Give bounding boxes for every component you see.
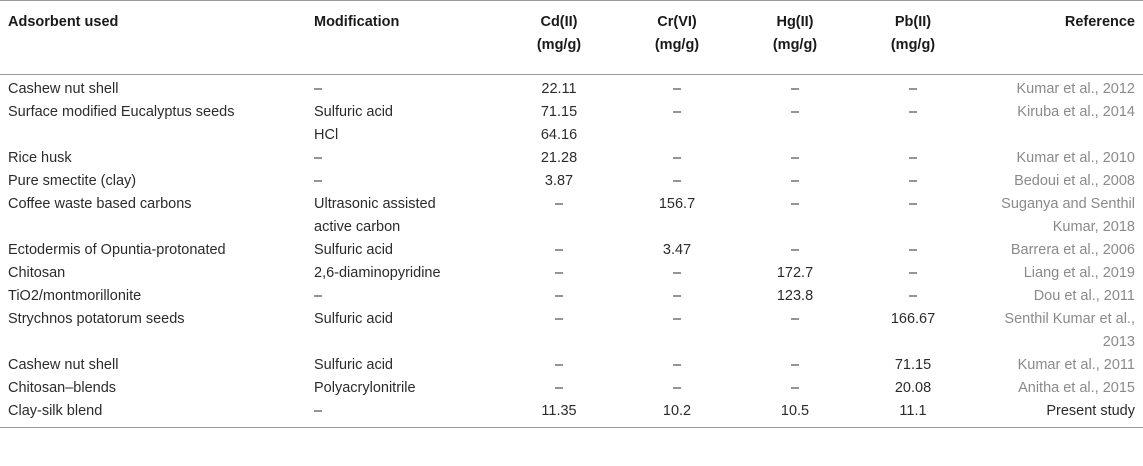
cell-adsorbent: Surface modified Eucalyptus seeds [8, 104, 235, 120]
cell-adsorbent: Cashew nut shell [8, 357, 119, 373]
cell-modification [310, 262, 500, 285]
cell-modification-line: – [314, 403, 323, 419]
header-hg-label: Hg(II) [776, 14, 814, 30]
cell-pb: – [908, 150, 918, 166]
cell-hg: – [790, 104, 800, 120]
cell-modification-line: Ultrasonic assisted [314, 196, 436, 212]
cell-modification-line: Sulfuric acid [314, 357, 393, 373]
cell-pb: – [908, 265, 918, 281]
cell-modification [310, 170, 500, 193]
header-cd-label: Cd(II) [540, 14, 578, 30]
cell-modification-line: – [314, 173, 323, 189]
cell-reference-line: Suganya and Senthil [1001, 196, 1135, 212]
cell-cr: – [672, 104, 682, 120]
table-row [0, 354, 1143, 377]
cell-reference [972, 101, 1143, 147]
cell-adsorbent: Chitosan [8, 265, 66, 281]
cell-modification-line: Sulfuric acid [314, 242, 393, 258]
cell-modification-line: active carbon [314, 219, 401, 235]
cell-cd-line: – [554, 265, 564, 281]
cell-adsorbent: Rice husk [8, 150, 72, 166]
cell-reference-line: Bedoui et al., 2008 [1014, 173, 1135, 189]
cell-cd [500, 75, 618, 102]
cell-reference [972, 147, 1143, 170]
table-body [0, 75, 1143, 428]
cell-cd-line: 22.11 [541, 81, 577, 97]
cell-hg: – [790, 173, 800, 189]
table-row [0, 285, 1143, 308]
cell-reference-line: Liang et al., 2019 [1023, 265, 1135, 281]
cell-modification-line: – [314, 150, 323, 166]
cell-cr: – [672, 288, 682, 304]
cell-cd-line: – [554, 196, 564, 212]
cell-adsorbent: TiO2/montmorillonite [8, 288, 142, 304]
cell-cd [500, 308, 618, 354]
table-row [0, 147, 1143, 170]
cell-modification-line: – [314, 81, 323, 97]
cell-hg: – [790, 357, 800, 373]
cell-modification-line: Polyacrylonitrile [314, 380, 416, 396]
cell-modification [310, 239, 500, 262]
cell-pb: 11.1 [854, 400, 972, 428]
cell-adsorbent: Strychnos potatorum seeds [8, 311, 185, 327]
cell-reference [972, 239, 1143, 262]
header-modification: Modification [310, 1, 500, 75]
cell-modification [310, 354, 500, 377]
cell-reference [972, 354, 1143, 377]
cell-cd-line: 21.28 [540, 150, 578, 166]
cell-adsorbent: Ectodermis of Opuntia-protonated [8, 242, 226, 258]
cell-modification-line: Sulfuric acid [314, 104, 393, 120]
table-row [0, 170, 1143, 193]
cell-cd [500, 101, 618, 147]
cell-hg: – [790, 150, 800, 166]
cell-reference [972, 285, 1143, 308]
cell-cd [500, 400, 618, 428]
cell-cr: – [672, 265, 682, 281]
header-reference: Reference [972, 1, 1143, 75]
cell-cd [500, 147, 618, 170]
header-cr [618, 1, 736, 75]
cell-pb: – [908, 173, 918, 189]
cell-cr: 10.2 [618, 400, 736, 428]
cell-cd-line: 64.16 [540, 127, 578, 143]
cell-reference [972, 400, 1143, 428]
cell-pb: 166.67 [890, 311, 936, 327]
table-row [0, 239, 1143, 262]
cell-adsorbent: Coffee waste based carbons [8, 196, 192, 212]
cell-pb: – [908, 196, 918, 212]
cell-hg: – [790, 196, 800, 212]
cell-cr: – [672, 173, 682, 189]
cell-hg: – [790, 81, 800, 97]
cell-reference-line: Kiruba et al., 2014 [1017, 104, 1135, 120]
table-row [0, 262, 1143, 285]
cell-cr: – [672, 150, 682, 166]
header-pb-label: Pb(II) [894, 14, 932, 30]
cell-modification [310, 147, 500, 170]
cell-modification-line: Sulfuric acid [314, 311, 393, 327]
table-row [0, 377, 1143, 400]
header-hg-unit: (mg/g) [772, 37, 818, 53]
table-row [0, 75, 1143, 102]
cell-hg: 10.5 [736, 400, 854, 428]
cell-cd [500, 262, 618, 285]
cell-cr: – [672, 380, 682, 396]
cell-reference-line: 2013 [1102, 334, 1135, 350]
cell-cd-line: – [554, 311, 564, 327]
header-cr-unit: (mg/g) [654, 37, 700, 53]
cell-modification [310, 308, 500, 354]
cell-cr: 156.7 [658, 196, 696, 212]
cell-pb: – [908, 242, 918, 258]
cell-reference [972, 262, 1143, 285]
cell-reference-line: Kumar, 2018 [1052, 219, 1135, 235]
header-cd-unit: (mg/g) [536, 37, 582, 53]
cell-modification [310, 400, 500, 428]
table-header [0, 1, 1143, 75]
cell-reference-line: Kumar et al., 2010 [1016, 150, 1135, 166]
cell-pb: – [908, 104, 918, 120]
cell-modification [310, 101, 500, 147]
cell-cd-line: 71.15 [540, 104, 578, 120]
cell-hg: – [790, 311, 800, 327]
cell-reference-line: Barrera et al., 2006 [1010, 242, 1135, 258]
cell-hg: – [790, 380, 800, 396]
cell-reference-line: Present study [1046, 403, 1135, 419]
table-row [0, 101, 1143, 147]
cell-cd-line: – [554, 357, 564, 373]
header-pb [854, 1, 972, 75]
cell-cd [500, 377, 618, 400]
table-row [0, 308, 1143, 354]
cell-reference [972, 75, 1143, 102]
cell-reference-line: Anitha et al., 2015 [1018, 380, 1135, 396]
cell-pb: 71.15 [894, 357, 932, 373]
cell-cr: – [672, 357, 682, 373]
cell-cd [500, 193, 618, 239]
cell-reference [972, 308, 1143, 354]
table-row [0, 193, 1143, 239]
cell-reference-line: Dou et al., 2011 [1033, 288, 1135, 304]
cell-reference [972, 170, 1143, 193]
header-adsorbent: Adsorbent used [0, 1, 310, 75]
header-cd [500, 1, 618, 75]
cell-hg: – [790, 242, 800, 258]
cell-modification [310, 75, 500, 102]
cell-pb: 20.08 [894, 380, 932, 396]
cell-modification-line: – [314, 288, 323, 304]
cell-cr: 3.47 [662, 242, 692, 258]
cell-modification [310, 285, 500, 308]
cell-cd [500, 239, 618, 262]
cell-reference-line: Senthil Kumar et al., [1004, 311, 1135, 327]
cell-modification [310, 377, 500, 400]
cell-cr: – [672, 81, 682, 97]
cell-cd-line: 11.35 [541, 403, 577, 419]
table-row [0, 400, 1143, 428]
cell-hg: 172.7 [776, 265, 814, 281]
cell-cd-line: – [554, 380, 564, 396]
cell-reference [972, 193, 1143, 239]
cell-modification-line: 2,6-diaminopyridine [314, 265, 441, 281]
cell-cd [500, 354, 618, 377]
cell-modification-line: HCl [314, 127, 339, 143]
cell-reference [972, 377, 1143, 400]
cell-adsorbent: Cashew nut shell [8, 81, 119, 97]
header-hg [736, 1, 854, 75]
cell-cd-line: – [554, 288, 564, 304]
header-cr-label: Cr(VI) [657, 14, 697, 30]
cell-cd [500, 170, 618, 193]
cell-reference-line: Kumar et al., 2011 [1017, 357, 1135, 373]
cell-reference-line: Kumar et al., 2012 [1016, 81, 1135, 97]
cell-cd-line: – [554, 242, 564, 258]
cell-modification [310, 193, 500, 239]
cell-adsorbent: Chitosan–blends [8, 380, 117, 396]
cell-adsorbent: Pure smectite (clay) [8, 173, 137, 189]
cell-pb: – [908, 81, 918, 97]
cell-cd-line: 3.87 [544, 173, 574, 189]
cell-pb: – [908, 288, 918, 304]
cell-cr: – [672, 311, 682, 327]
cell-cd [500, 285, 618, 308]
cell-hg: 123.8 [776, 288, 814, 304]
cell-adsorbent: Clay-silk blend [0, 400, 310, 428]
header-pb-unit: (mg/g) [890, 37, 936, 53]
header-row [0, 1, 1143, 75]
